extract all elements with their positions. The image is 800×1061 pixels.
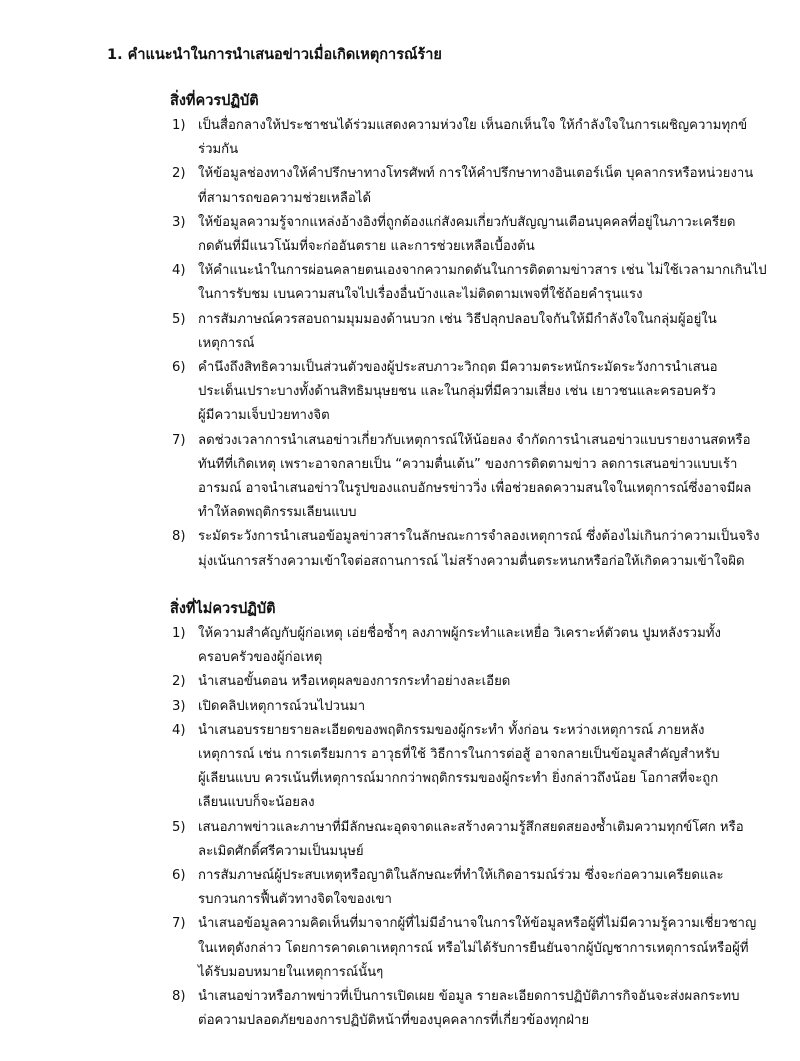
list-item-text-line: ให้คำแนะนำในการผ่อนคลายตนเองจากความกดดันในการติดตามข่าวสาร เช่น ไม่ใช้เวลามากเกินไป xyxy=(198,263,767,279)
list-item-text-line: การสัมภาษณ์ผู้ประสบเหตุหรือญาติในลักษณะที่ทำให้เกิดอารมณ์ร่วม ซึ่งจะก่อความเครียดและ xyxy=(198,868,724,884)
list-item xyxy=(170,985,760,1033)
list-item-text-line: รบกวนการฟื้นตัวทางจิตใจของเขา xyxy=(198,892,392,908)
list-item-number: 3) xyxy=(172,698,186,714)
list-item-text-line: ได้รับมอบหมายในเหตุการณ์นั้นๆ xyxy=(198,964,384,980)
list-item-text-line: ในการรับชม เบนความสนใจไปเรื่องอื่นบ้างและไม่ติดตามเพจที่ใช้ถ้อยคำรุนแรง xyxy=(198,287,643,303)
list-item-number: 2) xyxy=(172,674,186,690)
section-heading-dos: สิ่งที่ควรปฏิบัติ xyxy=(170,93,259,109)
list-item-text-line: ละเมิดศักดิ์ศรีความเป็นมนุษย์ xyxy=(198,843,364,859)
list-item-number: 3) xyxy=(172,214,186,230)
list-item-text-line: อารมณ์ อาจนำเสนอข่าวในรูปของแถบอักษรข่าววิ่ง เพื่อช่วยลดความสนใจในเหตุการณ์ซึ่งอาจมีผล xyxy=(198,481,752,497)
list-item-text-line: ผู้เลียนแบบ ควรเน้นที่เหตุการณ์มากกว่าพฤติกรรมของผู้กระทำ ยิ่งกล่าวถึงน้อย โอกาสที่จะถูก xyxy=(198,771,719,787)
list-item-text-line: เป็นสื่อกลางให้ประชาชนได้ร่วมแสดงความห่วงใย เห็นอกเห็นใจ ให้กำลังใจในการเผชิญความทุกข์ xyxy=(198,118,748,133)
list-item-text-line: ลดช่วงเวลาการนำเสนอข่าวเกี่ยวกับเหตุการณ์ให้น้อยลง จำกัดการนำเสนอข่าวแบบรายงานสดหรือ xyxy=(198,432,751,448)
list-item-text-line: ที่สามารถขอความช่วยเหลือได้ xyxy=(198,190,372,206)
list-item xyxy=(170,114,760,162)
list-item-text-line: ให้ความสำคัญกับผู้ก่อเหตุ เอ่ยชื่อซ้ำๆ ลงภาพผู้กระทำและเหยื่อ วิเคราะห์ตัวตน ปูมหลังรวมทั้ง xyxy=(198,626,721,641)
list-item-number: 8) xyxy=(172,989,186,1005)
list-item xyxy=(170,622,760,670)
section-heading-donts: สิ่งที่ไม่ควรปฏิบัติ xyxy=(170,601,276,617)
list-item-text-line: คำนึงถึงสิทธิความเป็นส่วนตัวของผู้ประสบภาวะวิกฤต มีความตระหนักระมัดระวังการนำเสนอ xyxy=(198,360,718,376)
list-item-text-line: เหตุการณ์ เช่น การเตรียมการ อาวุธที่ใช้ วิธีการในการต่อสู้ อาจกลายเป็นข้อมูลสำคัญสำหรับ xyxy=(198,747,720,763)
list-item-number: 7) xyxy=(172,916,186,932)
list-item-text-line: นำเสนอบรรยายรายละเอียดของพฤติกรรมของผู้กระทำ ทั้งก่อน ระหว่างเหตุการณ์ ภายหลัง xyxy=(198,722,705,738)
list-item xyxy=(170,259,767,307)
list-item-number: 6) xyxy=(172,868,186,884)
list-item-text-line: ในเหตุดังกล่าว โดยการคาดเดาเหตุการณ์ หรือไม่ได้รับการยืนยันจากผู้บัญชาการเหตุการณ์หรือผู้ที่ xyxy=(198,940,749,956)
list-item-text-line: ระมัดระวังการนำเสนอข้อมูลข่าวสารในลักษณะการจำลองเหตุการณ์ ซึ่งต้องไม่เกินกว่าความเป็นจริง xyxy=(198,529,760,545)
section-donts xyxy=(170,598,760,1033)
list-item-text-line: ทันทีที่เกิดเหตุ เพราะอาจกลายเป็น “ความตื่นเต้น” ของการติดตามข่าว ลดการเสนอข่าวแบบเร้า xyxy=(198,456,738,472)
list-item-number: 2) xyxy=(172,166,186,182)
dos-list xyxy=(170,114,767,574)
list-item-number: 7) xyxy=(172,432,186,448)
list-item-text-line: ให้ข้อมูลความรู้จากแหล่งอ้างอิงที่ถูกต้องแก่สังคมเกี่ยวกับสัญญานเตือนบุคคลที่อยู่ในภาวะเครียด xyxy=(198,214,736,230)
list-item xyxy=(170,695,760,719)
section-dos xyxy=(170,90,767,574)
list-item xyxy=(170,864,760,912)
list-item-text-line: มุ่งเน้นการสร้างความเข้าใจต่อสถานการณ์ ไม่สร้างความตื่นตระหนกหรือก่อให้เกิดความเข้าใจผิด xyxy=(198,553,745,569)
list-item xyxy=(170,525,760,573)
document-title: 1. คำแนะนำในการนำเสนอข่าวเมื่อเกิดเหตุการณ์ร้าย xyxy=(107,47,442,63)
list-item-text-line: เลียนแบบก็จะน้อยลง xyxy=(198,795,315,811)
list-item-text-line: กดดันที่มีแนวโน้มที่จะก่ออันตราย และการช่วยเหลือเบื้องต้น xyxy=(198,239,535,255)
list-item-text-line: นำเสนอข่าวหรือภาพข่าวที่เป็นการเปิดเผย ข้อมูล รายละเอียดการปฏิบัติภารกิจอันจะส่งผลกระทบ xyxy=(198,989,740,1005)
donts-list xyxy=(170,622,760,1033)
list-item xyxy=(170,356,760,429)
list-item-text-line: เปิดคลิปเหตุการณ์วนไปวนมา xyxy=(198,698,366,714)
list-item-number: 6) xyxy=(172,360,186,376)
list-item-number: 8) xyxy=(172,529,186,545)
list-item xyxy=(170,719,760,816)
list-item-text-line: ร่วมกัน xyxy=(198,142,239,158)
list-item-text-line: ประเด็นเปราะบางทั้งด้านสิทธิมนุษยชน และในกลุ่มที่มีความเสี่ยง เช่น เยาวชนและครอบครัว xyxy=(198,384,716,400)
list-item-text-line: ต่อความปลอดภัยของการปฏิบัติหน้าที่ของบุคคลากรที่เกี่ยวข้องทุกฝ่าย xyxy=(198,1013,590,1029)
list-item-number: 4) xyxy=(172,722,186,738)
list-item-number: 5) xyxy=(172,819,186,835)
list-item-text-line: เสนอภาพข่าวและภาษาที่มีลักษณะอุดจาดและสร้างความรู้สึกสยดสยองซ้ำเติมความทุกข์โศก หรือ xyxy=(198,819,744,835)
list-item xyxy=(170,308,760,356)
list-item xyxy=(170,211,760,259)
list-item xyxy=(170,429,760,526)
list-item xyxy=(170,912,760,985)
list-item-text-line: เหตุการณ์ xyxy=(198,335,255,351)
list-item-text-line: นำเสนอข้อมูลความคิดเห็นที่มาจากผู้ที่ไม่มีอำนาจในการให้ข้อมูลหรือผู้ที่ไม่มีความรู้ความเชี่ยวชาญ xyxy=(198,916,757,932)
list-item-number: 4) xyxy=(172,263,186,279)
list-item-text-line: ให้ข้อมูลช่องทางให้คำปรึกษาทางโทรศัพท์ การให้คำปรึกษาทางอินเตอร์เน็ต บุคลากรหรือหน่วยงาน xyxy=(198,166,754,182)
list-item-text-line: นำเสนอขั้นตอน หรือเหตุผลของการกระทำอย่างละเอียด xyxy=(198,674,511,690)
list-item-number: 1) xyxy=(172,626,186,641)
list-item xyxy=(170,816,760,864)
list-item-number: 5) xyxy=(172,311,186,327)
list-item-text-line: การสัมภาษณ์ควรสอบถามมุมมองด้านบวก เช่น วิธีปลุกปลอบใจกันให้มีกำลังใจในกลุ่มผู้อยู่ใน xyxy=(198,311,717,327)
list-item-text-line: ครอบครัวของผู้ก่อเหตุ xyxy=(198,650,323,666)
list-item-number: 1) xyxy=(172,118,186,133)
list-item xyxy=(170,162,760,210)
list-item-text-line: ผู้มีความเจ็บป่วยทางจิต xyxy=(198,408,330,424)
list-item xyxy=(170,670,760,694)
list-item-text-line: ทำให้ลดพฤติกรรมเลียนแบบ xyxy=(198,505,357,521)
